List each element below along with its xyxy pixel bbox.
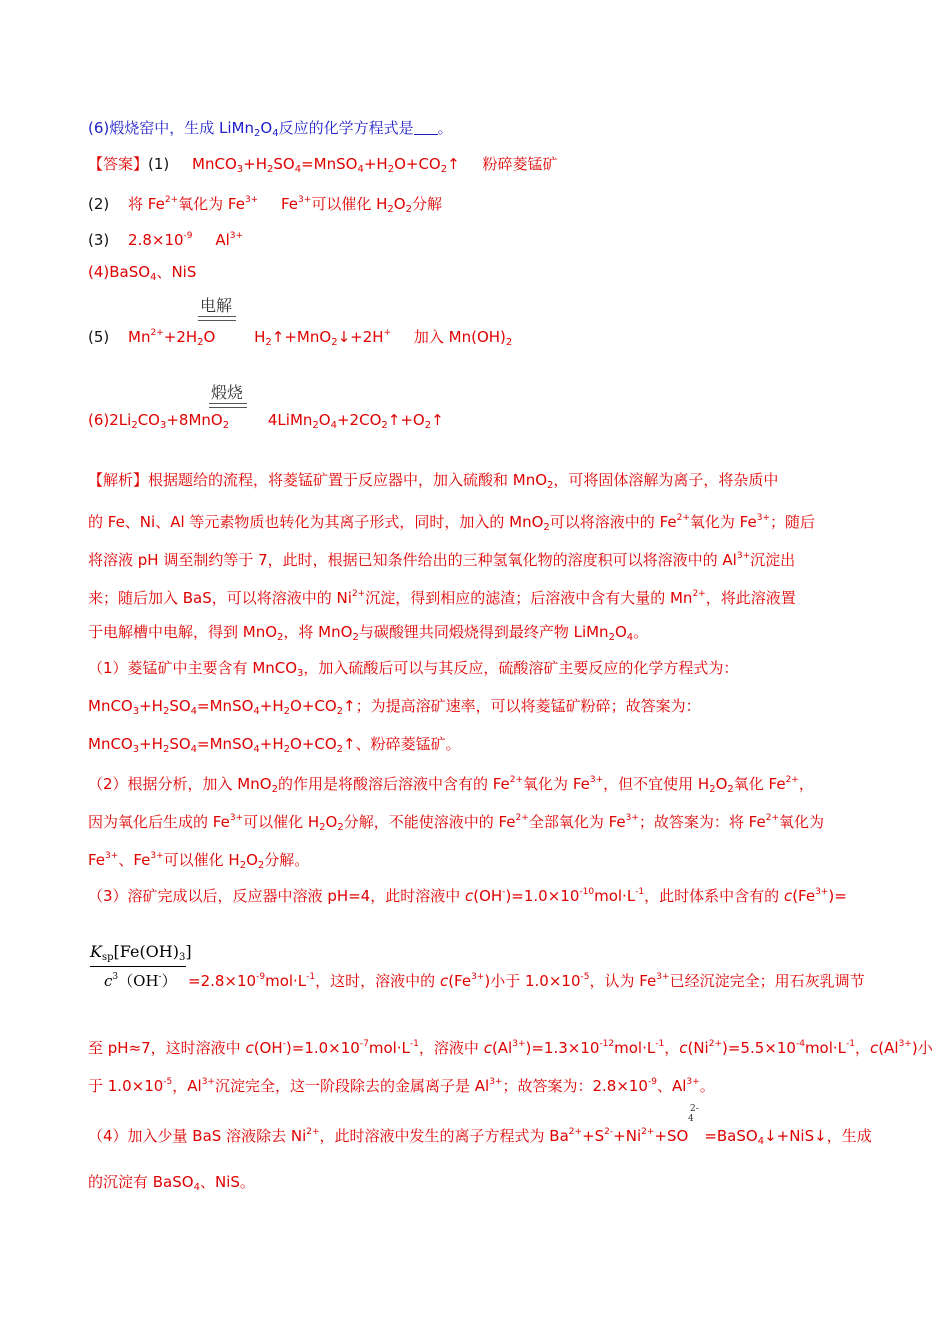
analysis-3-line-1: （3）溶矿完成以后，反应器中溶液 pH=4，此时溶液中 $c(OH^-)=1.0\times 10^{-10}mol\cdot L^{-1}$，此时体系中含有的 $c(Fe^{3+})=$	[88, 887, 847, 905]
sub: 2	[505, 337, 513, 348]
t: mol·L	[804, 1039, 847, 1057]
t: MnCO	[192, 155, 237, 173]
t: ，可将固体溶解为离子，将杂质中	[553, 471, 779, 489]
analysis-tag: 【解析】	[88, 471, 149, 489]
analysis-1-line-3: $MnCO_3+H_2SO_4=MnSO_4+H_2O+CO_2↑$、粉碎菱锰矿。	[88, 735, 461, 755]
t: 根据题给的流程，将菱锰矿置于反应器中，加入硫酸和 MnO	[148, 471, 548, 489]
sub: 2	[331, 337, 338, 348]
t: MnCO	[88, 735, 133, 753]
t: 可以催化 H	[311, 195, 388, 213]
t: (OH	[473, 887, 503, 905]
q6-mid: O	[260, 119, 273, 137]
analysis-4-line-1: （4）加入少量 BaS 溶液除去 $Ni^{2+}$，此时溶液中发生的离子方程式为 $Ba^{2+}+S^{2-}+Ni^{2+}+SO$ =BaSO$_4$↓+NiS↓，生成	[88, 1127, 872, 1147]
answer-number: (5)	[88, 328, 110, 346]
t: 可以催化 H	[163, 851, 240, 869]
t: (Al	[491, 1039, 513, 1057]
t: ↑；为提高溶矿速率，可以将菱锰矿粉碎；故答案为：	[343, 697, 701, 715]
analysis-1-line-1: （1）菱锰矿中主要含有 MnCO$_3$，加入硫酸后可以与其反应，硫酸溶矿主要反应的化学方程式为：	[88, 659, 739, 679]
t: c	[783, 887, 793, 905]
sub: 2	[222, 420, 230, 431]
question-6	[88, 118, 453, 144]
t: 4LiMn	[267, 411, 313, 429]
answer-tag: 【答案】	[88, 155, 149, 173]
t: )=1.3×10	[525, 1039, 600, 1057]
t: O	[614, 623, 627, 641]
t: 的沉淀有 BaSO	[88, 1173, 194, 1191]
t: Fe	[88, 851, 106, 869]
t: mol·L	[368, 1039, 410, 1057]
t: 氧化为	[779, 813, 825, 831]
sub: 2	[405, 204, 412, 215]
analysis-2-line-3: $Fe^{3+}$、$Fe^{3+}$可以催化 $H_2O_2$分解。	[88, 851, 310, 871]
t: SO	[169, 697, 191, 715]
sub: 2	[267, 164, 274, 175]
t: ，此时体系中含有的	[644, 887, 784, 905]
sub: sp	[101, 952, 114, 963]
sup: 3+	[229, 231, 244, 241]
sup: 2+	[164, 195, 179, 205]
t: Al	[215, 231, 230, 249]
t: 、NiS。	[199, 1173, 255, 1191]
t: c	[104, 972, 113, 990]
answer-5	[88, 323, 512, 353]
t: ，认为 Fe	[589, 972, 657, 990]
fraction-numerator: $K_{sp}[Fe(OH)_3]$	[90, 942, 192, 963]
t: ；故答案为：将 Fe	[638, 813, 766, 831]
t: SO	[273, 155, 295, 173]
t: (4)BaSO	[88, 263, 151, 281]
t: )=5.5×10	[722, 1039, 796, 1057]
t: ，Al	[172, 1077, 202, 1095]
t: 可以将溶液中的 Fe	[549, 513, 677, 531]
analysis-1-line-2: $MnCO_3+H_2SO_4=MnSO_4+H_2O+CO_2↑$；为提高溶矿速率，可以将菱锰矿粉碎；故答案为：	[88, 697, 701, 717]
analysis-line-5: 于电解槽中电解，得到 MnO$_2$，将 MnO$_2$与碳酸锂共同煅烧得到最终产物 $LiMn_2O_4$。	[88, 623, 649, 643]
t: 氧化 Fe	[733, 775, 786, 793]
t: 分解。	[264, 851, 310, 869]
t: c	[870, 1039, 879, 1057]
q6-end: 。	[437, 119, 453, 137]
t: 因为氧化后生成的 Fe	[88, 813, 230, 831]
t: O	[318, 411, 331, 429]
t: c	[439, 972, 449, 990]
t: +2CO	[336, 411, 382, 429]
sub: 2	[254, 128, 261, 139]
t: ，加入硫酸后可以与其反应，硫酸溶矿主要反应的化学方程式为：	[303, 659, 739, 677]
analysis-3-line-4: 于 $1.0\times 10^{-5}$，$Al^{3+}$沉淀完全，这一阶段除去的金属离子是 $Al^{3+}$；故答案为：$2.8\times 10^{-9}$、$Al^{3+}$。	[88, 1077, 715, 1095]
answer-3	[88, 226, 243, 250]
t: mol·L	[265, 972, 307, 990]
answer-number: (2)	[88, 195, 110, 213]
t: ，此时溶液中发生的离子方程式为 Ba	[319, 1127, 569, 1145]
t: ↑	[431, 411, 444, 429]
sup: -9	[183, 231, 193, 241]
t: ，将此溶液置	[705, 589, 796, 607]
t: 、NiS	[156, 263, 197, 281]
sub: 2	[131, 420, 138, 431]
t: 加入 Mn(OH)	[413, 328, 506, 346]
t: Mn	[128, 328, 151, 346]
t: =MnSO	[301, 155, 358, 173]
analysis-line-1: 【解析】根据题给的流程，将菱锰矿置于反应器中，加入硫酸和 MnO$_2$，可将固体溶解为离子，将杂质中	[88, 471, 779, 491]
t: 的 Fe、Ni、Al 等元素物质也转化为其离子形式，同时，加入的 MnO	[88, 513, 544, 531]
sub: 2	[424, 420, 432, 431]
t: +S	[582, 1127, 605, 1145]
t: 氧化为 Fe	[178, 195, 245, 213]
t: 沉淀出	[750, 551, 796, 569]
t: ↓+2H	[337, 328, 384, 346]
t: 氧化为 Fe	[523, 775, 590, 793]
t: 分解	[411, 195, 442, 213]
sub: 4	[294, 164, 302, 175]
t: 至 pH≈7，这时溶液中	[88, 1039, 246, 1057]
t: =2.8×10	[188, 972, 257, 990]
t: 、Al	[656, 1077, 687, 1095]
t: 沉淀完全，这一阶段除去的金属离子是 Al	[214, 1077, 490, 1095]
t: +H	[259, 735, 284, 753]
t: =MnSO	[197, 735, 254, 753]
t: ↑	[447, 155, 460, 173]
t: ↑+MnO	[271, 328, 332, 346]
q6-text: (6)煅烧窑中，生成 LiMn	[88, 119, 254, 137]
answer-4	[88, 262, 196, 288]
t: ；故答案为：2.8×10	[502, 1077, 648, 1095]
t: =BaSO	[704, 1127, 758, 1145]
t: O	[203, 328, 216, 346]
t: (OH	[253, 1039, 283, 1057]
t: O	[325, 813, 338, 831]
sub: 4	[330, 420, 337, 431]
t: mol·L	[594, 887, 636, 905]
t: (Fe	[792, 887, 816, 905]
sub: 2	[387, 164, 395, 175]
t: （OH	[118, 972, 159, 990]
t: c	[245, 1039, 254, 1057]
sub: 2	[197, 337, 204, 348]
t: K	[90, 942, 102, 961]
t: ，这时，溶液中的	[315, 972, 440, 990]
t: ）	[161, 972, 177, 990]
t: ↑+O	[387, 411, 425, 429]
t: Fe	[281, 195, 299, 213]
t: 于电解槽中电解，得到 MnO	[88, 623, 278, 641]
t: ，但不宜使用 H	[603, 775, 710, 793]
t: )=	[828, 887, 847, 905]
t: O+CO	[290, 735, 337, 753]
t: )小	[911, 1039, 933, 1057]
t: (Al	[878, 1039, 899, 1057]
t: 2.8×10	[128, 231, 184, 249]
t: (Fe	[448, 972, 472, 990]
sup: 3+	[244, 195, 259, 205]
q6-tail: 反应的化学方程式是	[278, 119, 414, 137]
sub: 2	[265, 337, 272, 348]
fraction-bar	[90, 966, 186, 967]
t: +H	[139, 697, 163, 715]
t: O+CO	[290, 697, 337, 715]
t: +SO	[654, 1127, 689, 1145]
sub: 3	[159, 420, 167, 431]
t: +H	[139, 735, 163, 753]
t: (Ni	[687, 1039, 709, 1057]
t: +Ni	[613, 1127, 642, 1145]
fraction-denominator: $c^3(OH^-)$	[104, 972, 177, 990]
t: 分解，不能使溶液中的 Fe	[343, 813, 516, 831]
condition-calcination: 煅烧	[211, 383, 244, 402]
t: +H	[259, 697, 284, 715]
t: =MnSO	[197, 697, 254, 715]
t: 于 1.0×10	[88, 1077, 164, 1095]
answer-6	[88, 410, 444, 436]
t: MnCO	[88, 697, 133, 715]
t: c	[483, 1039, 492, 1057]
t: 将溶液 pH 调至制约等于 7，此时，根据已知条件给出的三种氢氧化物的溶度积可以将溶液中的 Al	[88, 551, 737, 569]
t: +8MnO	[166, 411, 223, 429]
sulfate-charge: 2- 4	[688, 1104, 699, 1124]
t: （3）溶矿完成以后，反应器中溶液 pH=4，此时溶液中	[88, 887, 465, 905]
analysis-line-4: 来；随后加入 BaS，可以将溶液中的 $Ni^{2+}$沉淀，得到相应的滤渣；后溶液中含有大量的 $Mn^{2+}$，将此溶液置	[88, 589, 796, 607]
t: c	[679, 1039, 688, 1057]
analysis-line-3: 将溶液 pH 调至制约等于 7，此时，根据已知条件给出的三种氢氧化物的溶度积可以将溶液中的 $Al^{3+}$沉淀出	[88, 551, 796, 569]
answer-number: (1)	[148, 155, 170, 173]
double-line	[209, 403, 247, 408]
t: SO	[169, 735, 191, 753]
t: 的作用是将酸溶后溶液中含有的 Fe	[277, 775, 510, 793]
sup: +	[383, 328, 392, 338]
t: O	[393, 195, 406, 213]
t: O	[246, 851, 258, 869]
t: [Fe(OH)	[113, 942, 179, 961]
t: 与碳酸锂共同煅烧得到最终产物 LiMn	[358, 623, 609, 641]
t: 、Fe	[118, 851, 151, 869]
t: )=1.0×10	[285, 1039, 360, 1057]
answer-blank	[414, 120, 438, 135]
t: O	[715, 775, 728, 793]
t: CO	[137, 411, 160, 429]
t: ，	[855, 1039, 871, 1057]
t: ↓+NiS↓，生成	[764, 1127, 872, 1145]
sub: 4	[357, 164, 364, 175]
t: 可以催化 H	[243, 813, 320, 831]
sub: 3	[236, 164, 244, 175]
t: +H	[363, 155, 388, 173]
t: )小于 1.0×10	[484, 972, 581, 990]
t: 来；随后加入 BaS，可以将溶液中的 Ni	[88, 589, 352, 607]
t: H	[254, 328, 266, 346]
t: 氧化为 Fe	[689, 513, 757, 531]
t: ，	[798, 775, 814, 793]
t: ↑、粉碎菱锰矿。	[343, 735, 461, 753]
analysis-3-line-3: 至 pH≈7，这时溶液中 $c(OH^-)=1.0\times 10^{-7}mol\cdot L^{-1}$，溶液中 $c(Al^{3+})=1.3\times 10^{-12}mol\cdot L^{-1}$，$c(Ni^{2+})=5.5\times 10^{-4}mol\cdot L^{-1}$，$c(Al^{3+})$小	[88, 1039, 933, 1057]
double-line	[198, 316, 236, 321]
answer-number: (3)	[88, 231, 110, 249]
sub: 2	[381, 420, 388, 431]
t: )=1.0×10	[505, 887, 580, 905]
answer-1-equation	[192, 155, 460, 173]
t: +2H	[163, 328, 198, 346]
t: 。	[699, 1077, 715, 1095]
t: +H	[243, 155, 268, 173]
answer-1-extra: 粉碎菱锰矿	[482, 155, 558, 173]
t: 沉淀，得到相应的滤渣；后溶液中含有大量的 Mn	[365, 589, 693, 607]
t: c	[465, 887, 474, 905]
t: （1）菱锰矿中主要含有 MnCO	[88, 659, 298, 677]
sub: 4	[150, 272, 157, 283]
analysis-4-line-2: 的沉淀有 BaSO$_4$、NiS。	[88, 1173, 255, 1193]
analysis-3-line-2: $=2.8\times 10^{-9}mol\cdot L^{-1}$，这时，溶液中的 $c(Fe^{3+})$小于 $1.0\times 10^{-5}$，认为 $Fe^{3+}$已经沉淀完全；用石灰乳调节	[188, 972, 865, 990]
t: 已经沉淀完全；用石灰乳调节	[669, 972, 865, 990]
answer-1	[88, 154, 557, 180]
sup: 2+	[150, 328, 164, 338]
condition-electrolysis: 电解	[200, 296, 233, 315]
analysis-2-line-1: （2）根据分析，加入 MnO$_2$的作用是将酸溶后溶液中含有的 $Fe^{2+}$氧化为 $Fe^{3+}$，但不宜使用 $H_2O_2$氧化 $Fe^{2+}$，	[88, 775, 814, 795]
sub: 4	[272, 128, 279, 139]
t: (6)2Li	[88, 411, 132, 429]
analysis-line-2: 的 Fe、Ni、Al 等元素物质也转化为其离子形式，同时，加入的 MnO$_2$可以将溶液中的 $Fe^{2+}$氧化为 $Fe^{3+}$；随后	[88, 513, 815, 533]
sup: 3+	[298, 195, 312, 205]
analysis-2-line-2: 因为氧化后生成的 $Fe^{3+}$可以催化 $H_2O_2$分解，不能使溶液中的 $Fe^{2+}$全部氧化为 $Fe^{3+}$；故答案为：将 $Fe^{2+}$氧化为	[88, 813, 825, 833]
t: （2）根据分析，加入 MnO	[88, 775, 272, 793]
t: 。	[633, 623, 649, 641]
t: （4）加入少量 BaS 溶液除去 Ni	[88, 1127, 307, 1145]
t: 将 Fe	[128, 195, 165, 213]
answer-2	[88, 190, 442, 220]
t: ；随后	[769, 513, 815, 531]
t: ，将 MnO	[283, 623, 353, 641]
t: mol·L	[614, 1039, 656, 1057]
sub: 2	[312, 420, 319, 431]
t: ，溶液中	[418, 1039, 484, 1057]
t: 全部氧化为 Fe	[528, 813, 626, 831]
sub: 2	[440, 164, 448, 175]
sub: 2	[387, 204, 394, 215]
t: O+CO	[394, 155, 441, 173]
t: ，	[664, 1039, 680, 1057]
